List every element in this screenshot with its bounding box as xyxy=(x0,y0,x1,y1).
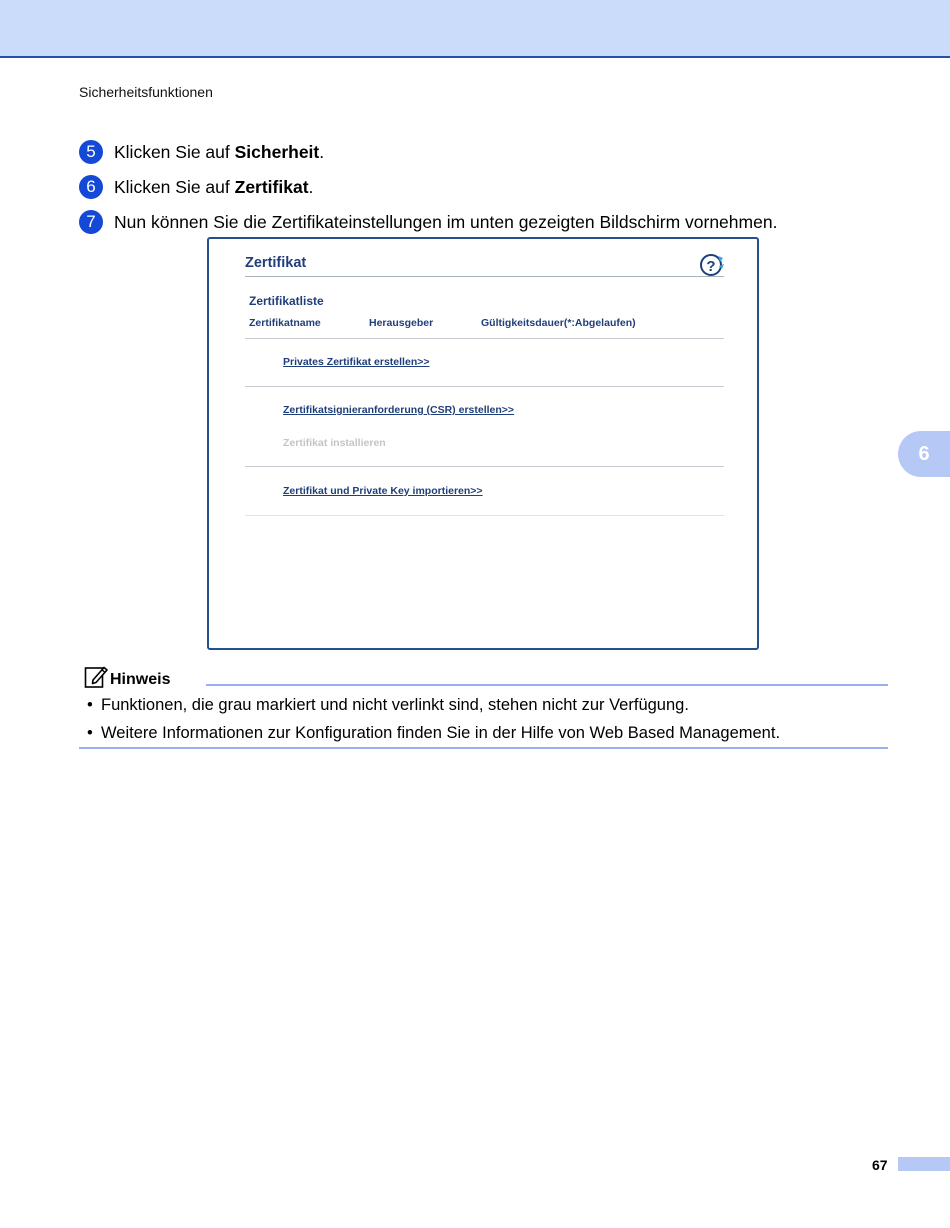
page-number: 67 xyxy=(872,1157,888,1173)
step-number-7: 7 xyxy=(79,210,103,234)
note-label: Hinweis xyxy=(110,671,171,688)
bullet-icon: • xyxy=(87,724,93,742)
step-7 xyxy=(79,210,777,234)
note-item xyxy=(87,696,689,715)
step-7-text: Nun können Sie die Zertifikateinstellungen im unten gezeigten Bildschirm vornehmen. xyxy=(114,211,778,232)
divider xyxy=(245,515,724,516)
note-item-text: Weitere Informationen zur Konfiguration finden Sie in der Hilfe von Web Based Management. xyxy=(101,724,781,742)
top-band xyxy=(0,0,950,58)
chapter-tab: 6 xyxy=(898,431,950,477)
step-6-bold: Zertifikat xyxy=(234,176,309,197)
divider xyxy=(245,466,724,467)
column-certificate-name: Zertifikatname xyxy=(249,317,321,329)
title-divider xyxy=(245,276,724,277)
step-number-5: 5 xyxy=(79,140,103,164)
note-item-text: Funktionen, die grau markiert und nicht verlinkt sind, stehen nicht zur Verfügung. xyxy=(101,696,689,714)
help-icon[interactable] xyxy=(699,252,725,278)
page-number-bar xyxy=(898,1157,950,1171)
running-header: Sicherheitsfunktionen xyxy=(79,84,213,100)
column-validity: Gültigkeitsdauer(*:Abgelaufen) xyxy=(481,317,636,329)
certificate-list-title: Zertifikatliste xyxy=(249,294,324,308)
step-6-prefix: Klicken Sie auf xyxy=(114,176,235,197)
create-csr-link[interactable]: Zertifikatsignieranforderung (CSR) erstellen>> xyxy=(283,404,515,416)
step-5-prefix: Klicken Sie auf xyxy=(114,141,235,162)
import-certificate-key-link[interactable]: Zertifikat und Private Key importieren>> xyxy=(283,485,483,497)
step-6-suffix: . xyxy=(308,176,314,197)
column-issuer: Herausgeber xyxy=(369,317,434,329)
step-number-6: 6 xyxy=(79,175,103,199)
note-pencil-icon xyxy=(84,665,108,689)
step-6 xyxy=(79,175,313,199)
screenshot-title: Zertifikat xyxy=(245,255,307,271)
step-5-bold: Sicherheit xyxy=(234,141,320,162)
divider xyxy=(245,338,724,339)
install-certificate-disabled: Zertifikat installieren xyxy=(283,437,386,449)
bullet-icon: • xyxy=(87,696,93,714)
certificate-screenshot xyxy=(207,237,759,650)
svg-text:?: ? xyxy=(706,258,716,275)
create-private-certificate-link[interactable]: Privates Zertifikat erstellen>> xyxy=(283,356,430,368)
step-5 xyxy=(79,140,324,164)
note-item xyxy=(87,724,780,743)
divider xyxy=(245,386,724,387)
step-5-suffix: . xyxy=(319,141,325,162)
note-top-rule xyxy=(206,684,888,686)
note-bottom-rule xyxy=(79,747,888,749)
